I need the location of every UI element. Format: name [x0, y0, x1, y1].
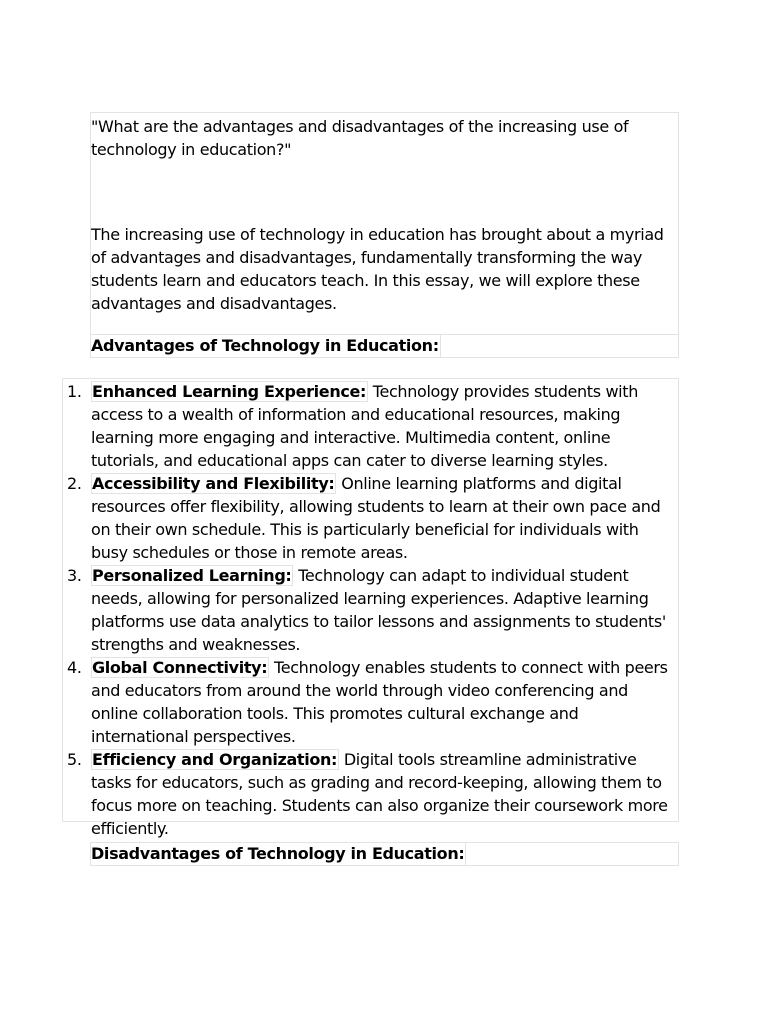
list-item-title: Efficiency and Organization:: [92, 750, 338, 769]
list-item-title: Global Connectivity:: [92, 658, 268, 677]
list-item: [63, 472, 677, 564]
list-item-text: Digital tools streamline administrative tasks for educators, such as grading and record-keeping, allowing them to focus more on teaching. Students can also organize their coursework more efficiently.: [91, 750, 668, 838]
list-number: 5.: [67, 750, 82, 769]
advantages-heading: [90, 334, 679, 358]
advantages-list-section: [62, 378, 679, 838]
disadvantages-heading-text: Disadvantages of Technology in Education:: [91, 844, 465, 863]
list-item-text: Technology provides students with access to a wealth of information and educational resources, making learning more engaging and interactive. Multimedia content, online tutorials, and educational apps can cater to diverse learning styles.: [91, 382, 638, 470]
list-item-text: Technology can adapt to individual student needs, allowing for personalized learning experiences. Adaptive learning platforms use data analytics to tailor lessons and assignments to students' strengths and weaknesses.: [91, 566, 666, 654]
list-number: 4.: [67, 658, 82, 677]
intro-paragraph: The increasing use of technology in education has brought about a myriad of advantages and disadvantages, fundamentally transforming the way students learn and educators teach. In this essay, we will explore these advantages and disadvantages.: [91, 225, 664, 313]
list-item: [63, 564, 677, 656]
list-item-text: Technology enables students to connect with peers and educators from around the world through video conferencing and online collaboration tools. This promotes cultural exchange and international perspectives.: [91, 658, 668, 746]
list-number: 1.: [67, 382, 82, 401]
list-item-text: Online learning platforms and digital resources offer flexibility, allowing students to learn at their own pace and on their own schedule. This is particularly beneficial for individuals with busy schedules or those in remote areas.: [91, 474, 661, 562]
list-item: [63, 656, 677, 748]
intro-section: [90, 112, 679, 358]
list-number: 3.: [67, 566, 82, 585]
advantages-heading-text: Advantages of Technology in Education:: [91, 336, 439, 355]
list-item: [63, 380, 677, 472]
list-item-title: Personalized Learning:: [92, 566, 292, 585]
list-item-title: Accessibility and Flexibility:: [92, 474, 335, 493]
list-item-title: Enhanced Learning Experience:: [92, 382, 367, 401]
essay-question: "What are the advantages and disadvantages of the increasing use of technology in education?": [91, 117, 629, 159]
advantages-list: [63, 380, 677, 840]
list-item: [63, 748, 677, 840]
list-number: 2.: [67, 474, 82, 493]
disadvantages-heading: [90, 842, 679, 866]
